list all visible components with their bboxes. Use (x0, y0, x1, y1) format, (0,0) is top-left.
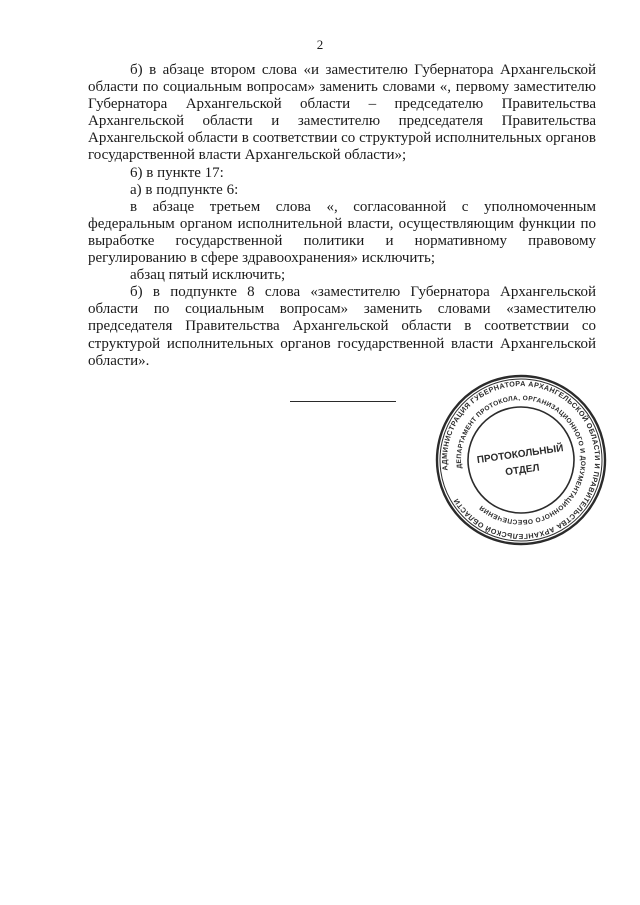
signature-divider-line (290, 401, 396, 402)
document-body (88, 62, 596, 370)
paragraph-abzac-tretiy: в абзаце третьем слова «, согласованной с уполномоченным федеральным органом исполнительной власти, осуществляющим функции по выработке государственной политики и нормативному правовому регулированию в сфере здравоохранения» исключить; (88, 198, 596, 267)
stamp-outer-text-path: АДМИНИСТРАЦИЯ ГУБЕРНАТОРА АРХАНГЕЛЬСКОЙ ОБЛАСТИ И ПРАВИТЕЛЬСТВА АРХАНГЕЛЬСКОЙ ОБЛАСТИ (439, 378, 603, 542)
paragraph-podpunkt-8: б) в подпункте 8 слова «заместителю Губернатора Архангельской области по социальным вопросам» заменить словами «заместителю председателя Правительства Архангельской области в соответствии со структурой исполнительных органов государственной власти Архангельской области». (88, 284, 596, 369)
paragraph-punkt-17: 6) в пункте 17: (130, 164, 224, 181)
paragraph-abzac-pyatyy: абзац пятый исключить; (130, 267, 286, 284)
stamp-inner-line-1: ПРОТОКОЛЬНЫЙ (476, 443, 565, 467)
page-number: 2 (316, 37, 324, 52)
official-round-stamp (434, 373, 608, 547)
stamp-middle-text-path: ДЕПАРТАМЕНТ ПРОТОКОЛА, ОРГАНИЗАЦИОННОГО И ДОКУМЕНТАЦИОННОГО ОБЕСПЕЧЕНИЯ (455, 394, 587, 526)
paragraph-b-abzac-vtoroy: б) в абзаце втором слова «и заместителю Губернатора Архангельской области по социальным вопросам» заменить словами «, первому заместителю Губернатора Архангельской области – председателю Правительства Архангельской области и заместителю председателя Правительства Архангельской области в соответствии со структурой исполнительных органов государственной власти Архангельской области»; (88, 62, 596, 164)
paragraph-podpunkt-6: а) в подпункте 6: (130, 181, 239, 198)
stamp-graphic (434, 373, 608, 547)
stamp-inner-line-2: ОТДЕЛ (504, 462, 541, 479)
